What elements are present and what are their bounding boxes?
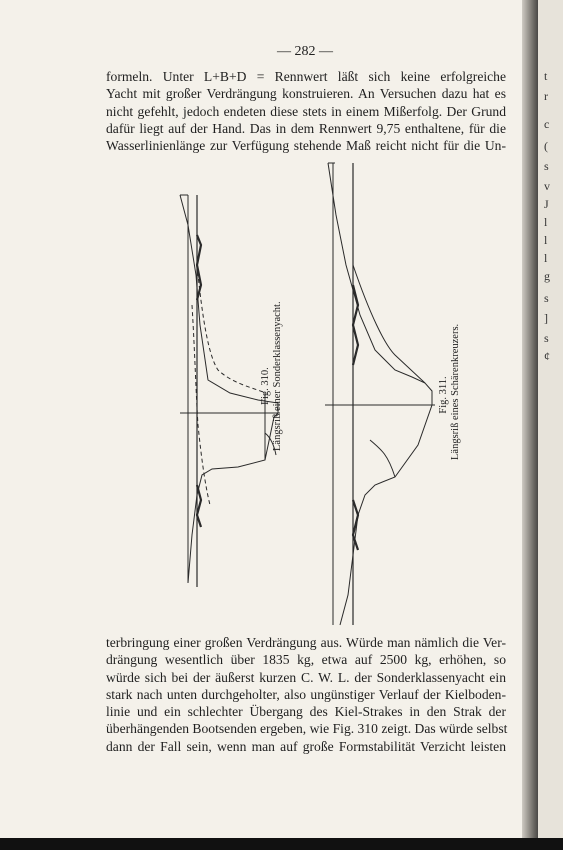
next-page-fragment: c [544,117,550,131]
figure-area [170,155,470,635]
fig-311-title: Längsriß eines Schärenkreuzers. [450,323,461,460]
scan-bottom-edge [0,838,563,850]
fig-311-hull-profile [325,163,435,625]
next-page-fragment: ¢ [544,349,550,363]
paragraph-bottom [106,634,506,755]
text-line: dafür liegt auf der Hand. Das in dem Rennwert 9,75 enthaltene, für die [106,120,506,136]
next-page-fragment: J [544,197,549,211]
text-line: dann der Fall sein, wenn man auf große Formstabilität Verzicht leisten [106,738,506,754]
next-page-fragment: l [544,251,548,265]
hull-drawings [170,155,470,635]
text-line: formeln. Unter L+B+D = Rennwert läßt sich keine erfolgreiche [106,69,506,84]
fig-311-caption [438,323,462,460]
text-line: linie und ein schlechter Übergang des Kiel-Strakes in den Strak der [106,704,506,720]
next-page-fragment: ] [544,311,548,325]
text-line: terbringung einer großen Verdrängung aus. Würde man nämlich die Ver- [106,635,506,650]
next-page-fragment: s [544,331,549,345]
next-page-fragment: g [544,269,550,283]
page-number: — 282 — [277,44,333,59]
fig-310-caption [260,301,284,451]
paragraph-top [106,68,506,154]
text-line: überhängenden Bootsenden ergeben, wie Fig. 310 zeigt. Das würde selbst [106,721,508,737]
next-page-edge [538,0,563,845]
text-line: drängung wesentlich über 1835 kg, etwa auf 2500 kg, erhöhen, so [106,652,506,668]
text-line: nicht gefehlt, jedoch endeten diese stets in einem Mißerfolg. Der Grund [106,103,506,119]
next-page-fragment: l [544,215,548,229]
next-page-fragment: ( [544,139,548,153]
text-line: würde sich bei der äußerst kurzen C. W. L. der Sonderklassenyacht ein [106,669,506,685]
fig-310-number: Fig. 310. [260,367,271,405]
text-line: stark nach unten durchgeholter, also ungünstiger Verlauf der Kielboden- [106,686,506,702]
next-page-fragment: r [544,89,548,103]
text-line: Yacht mit großer Verdrängung konstruieren. An Versuchen dazu hat es [106,86,506,102]
next-page-fragment: s [544,159,549,173]
fig-310-title: Längsriß einer Sonderklassenyacht. [272,301,283,451]
next-page-fragment: s [544,291,549,305]
next-page-fragment: t [544,69,548,83]
text-line: Wasserlinienlänge zur Verfügung stehende Maß reicht nicht für die Un- [106,138,506,154]
next-page-fragment: v [544,179,550,193]
next-page-fragment: l [544,233,548,247]
fig-311-number: Fig. 311. [438,376,449,414]
